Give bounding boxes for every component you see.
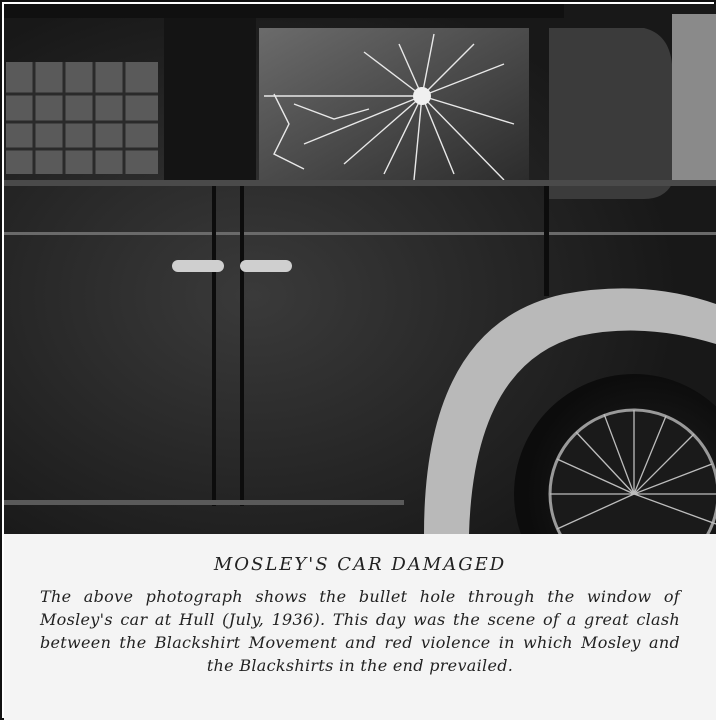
caption-text: The above photograph shows the bullet hole through the window of Mosley's car at Hull (July, 1936). This day was the scene of a great clash between the Blackshirt Movement and red violence in which Mosley and the Blackshirts in the end prevailed. <box>40 587 680 675</box>
running-board <box>4 500 404 505</box>
windscreen-frame <box>549 28 672 199</box>
car-photograph <box>4 4 716 534</box>
caption-title: MOSLEY'S CAR DAMAGED <box>213 554 507 575</box>
door-seam <box>240 186 244 506</box>
door-seam <box>212 186 216 506</box>
front-door-handle <box>240 260 292 272</box>
window-sill-trim <box>4 180 716 186</box>
shattered-window <box>259 28 529 180</box>
front-door-seam <box>544 186 549 296</box>
body-trim-line <box>4 232 716 235</box>
bullet-hole <box>413 87 431 105</box>
rear-door-handle <box>172 260 224 272</box>
car-illustration <box>4 4 716 534</box>
roof <box>4 4 564 18</box>
photo-caption <box>4 534 716 720</box>
door-pillar <box>164 18 256 184</box>
background-building <box>672 14 716 184</box>
rear-window <box>6 62 158 174</box>
